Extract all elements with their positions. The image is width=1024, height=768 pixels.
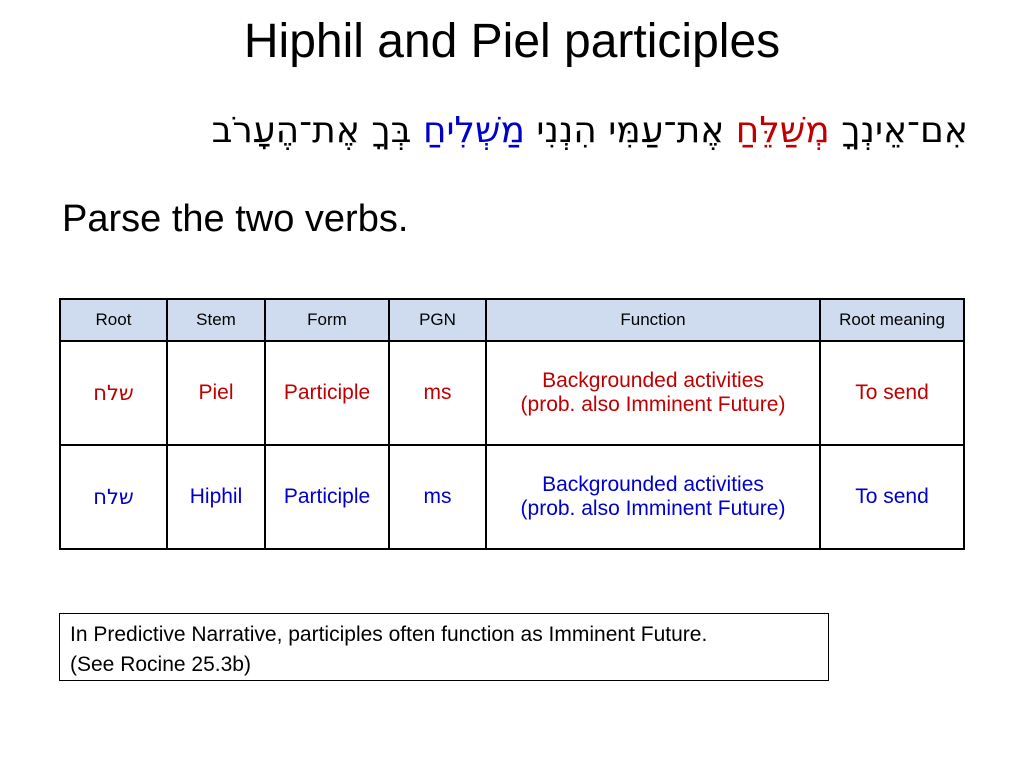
instruction-text: Parse the two verbs. — [62, 198, 409, 240]
note-box — [59, 613, 829, 681]
hebrew-verb-piel: מְשַׁלֵּחַ — [735, 110, 830, 151]
cell-pgn: ms — [389, 445, 486, 549]
note-line-1: In Predictive Narrative, participles often function as Imminent Future. — [70, 623, 708, 646]
hebrew-verse-part-2: אֶת־עַמִּי הִנְנִי — [536, 110, 725, 151]
hebrew-verse-part-3: בְּךָ אֶת־הֶעָרֹב — [211, 110, 412, 151]
function-line-1: Backgrounded activities — [542, 369, 764, 392]
cell-form: Participle — [265, 341, 389, 445]
cell-pgn: ms — [389, 341, 486, 445]
cell-function — [486, 341, 820, 445]
hebrew-verb-hiphil: מַשְׁלִיחַ — [422, 110, 525, 151]
hebrew-verse-part-1: אִם־אֵינְךָ — [841, 110, 968, 151]
cell-form: Participle — [265, 445, 389, 549]
header-stem: Stem — [167, 299, 265, 341]
slide-title: Hiphil and Piel participles — [243, 15, 781, 68]
table-row — [60, 341, 964, 445]
header-root-meaning: Root meaning — [820, 299, 964, 341]
note-line-2: (See Rocine 25.3b) — [70, 653, 251, 676]
cell-function — [486, 445, 820, 549]
cell-meaning: To send — [820, 341, 964, 445]
cell-root: שלח — [60, 341, 167, 445]
function-line-2: (prob. also Imminent Future) — [520, 497, 786, 520]
header-pgn: PGN — [389, 299, 486, 341]
cell-meaning: To send — [820, 445, 964, 549]
function-line-2: (prob. also Imminent Future) — [520, 393, 786, 416]
cell-root: שלח — [60, 445, 167, 549]
header-form: Form — [265, 299, 389, 341]
function-line-1: Backgrounded activities — [542, 473, 764, 496]
hebrew-verse — [212, 110, 968, 151]
cell-stem: Piel — [167, 341, 265, 445]
parse-table — [59, 298, 965, 550]
table-row — [60, 445, 964, 549]
table-header-row — [60, 299, 964, 341]
cell-stem: Hiphil — [167, 445, 265, 549]
header-root: Root — [60, 299, 167, 341]
header-function: Function — [486, 299, 820, 341]
